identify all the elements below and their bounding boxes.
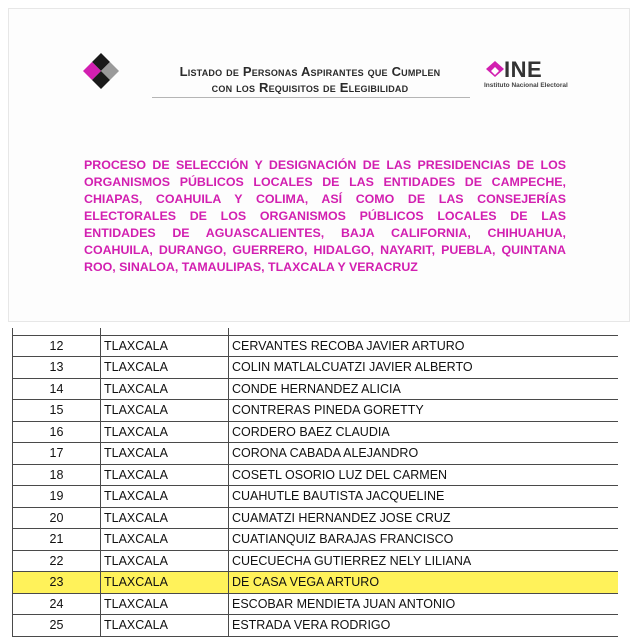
row-name: CUECUECHA GUTIERREZ NELY LILIANA [229, 550, 619, 572]
table-row [13, 357, 619, 379]
row-name: CONTRERAS PINEDA GORETTY [229, 400, 619, 422]
row-entity: TLAXCALA [101, 443, 229, 465]
table-row [13, 464, 619, 486]
candidates-table-body [13, 328, 619, 636]
row-number: 25 [13, 615, 101, 637]
row-name: CUAHUTLE BAUTISTA JACQUELINE [229, 486, 619, 508]
page-edge [630, 0, 640, 640]
table-row [13, 335, 619, 357]
row-entity: TLAXCALA [101, 507, 229, 529]
table-row [13, 507, 619, 529]
process-description: PROCESO DE SELECCIÓN Y DESIGNACIÓN DE LAS PRESIDENCIAS DE LOS ORGANISMOS PÚBLICOS LOCALES DE LAS ENTIDADES DE CAMPECHE, CHIAPAS, COAHUILA Y COLIMA, ASÍ COMO DE LAS CONSEJERÍAS ELECTORALES DE LOS ORGANISMOS PÚBLICOS LOCALES DE LAS ENTIDADES DE AGUASCALIENTES, BAJA CALIFORNIA, CHIHUAHUA, COAHUILA, DURANGO, GUERRERO, HIDALGO, NAYARIT, PUEBLA, QUINTANA ROO, SINALOA, TAMAULIPAS, TLAXCALA Y VERACRUZ [84, 158, 566, 274]
table-row [13, 400, 619, 422]
table-row [13, 328, 619, 335]
row-name: CORDERO BAEZ CLAUDIA [229, 421, 619, 443]
candidates-table [12, 328, 618, 640]
table-row [13, 572, 619, 594]
row-number: 18 [13, 464, 101, 486]
title-line-2: con los Requisitos de Elegibilidad [211, 80, 409, 95]
table-row [13, 593, 619, 615]
row-number: 23 [13, 572, 101, 594]
table-row [13, 421, 619, 443]
row-entity: TLAXCALA [101, 615, 229, 637]
row-number: 16 [13, 421, 101, 443]
row-name: CONDE HERNANDEZ ALICIA [229, 378, 619, 400]
row-name: COSETL OSORIO LUZ DEL CARMEN [229, 464, 619, 486]
title-line-1: Listado de Personas Aspirantes que Cumplen [179, 64, 441, 79]
row-entity: TLAXCALA [101, 464, 229, 486]
row-number: 22 [13, 550, 101, 572]
row-name: CUATIANQUIZ BARAJAS FRANCISCO [229, 529, 619, 551]
row-entity [101, 328, 229, 335]
table-row [13, 550, 619, 572]
table-row [13, 378, 619, 400]
row-name [229, 328, 619, 335]
ine-logo [484, 57, 576, 90]
table-row [13, 615, 619, 637]
title-underline [152, 97, 470, 98]
table-row [13, 529, 619, 551]
row-number: 24 [13, 593, 101, 615]
ine-logo-text: INE [504, 57, 543, 82]
row-entity: TLAXCALA [101, 593, 229, 615]
document-title [160, 64, 460, 96]
row-entity: TLAXCALA [101, 400, 229, 422]
row-number: 20 [13, 507, 101, 529]
row-name: CORONA CABADA ALEJANDRO [229, 443, 619, 465]
row-number: 15 [13, 400, 101, 422]
row-number: 17 [13, 443, 101, 465]
row-entity: TLAXCALA [101, 421, 229, 443]
table-row [13, 443, 619, 465]
row-entity: TLAXCALA [101, 335, 229, 357]
ine-emblem-icon [484, 61, 506, 77]
row-entity: TLAXCALA [101, 550, 229, 572]
row-name: CERVANTES RECOBA JAVIER ARTURO [229, 335, 619, 357]
row-name: COLIN MATLALCUATZI JAVIER ALBERTO [229, 357, 619, 379]
ine-logo-subtitle: Instituto Nacional Electoral [484, 82, 568, 89]
row-entity: TLAXCALA [101, 572, 229, 594]
row-number: 12 [13, 335, 101, 357]
row-name: CUAMATZI HERNANDEZ JOSE CRUZ [229, 507, 619, 529]
row-name: DE CASA VEGA ARTURO [229, 572, 619, 594]
row-number: 13 [13, 357, 101, 379]
row-number: 19 [13, 486, 101, 508]
row-name: ESTRADA VERA RODRIGO [229, 615, 619, 637]
row-number: 21 [13, 529, 101, 551]
table-row [13, 486, 619, 508]
row-name: ESCOBAR MENDIETA JUAN ANTONIO [229, 593, 619, 615]
row-number [13, 328, 101, 335]
diamond-logo-icon [82, 52, 120, 90]
row-entity: TLAXCALA [101, 378, 229, 400]
row-entity: TLAXCALA [101, 357, 229, 379]
row-number: 14 [13, 378, 101, 400]
row-entity: TLAXCALA [101, 486, 229, 508]
row-entity: TLAXCALA [101, 529, 229, 551]
